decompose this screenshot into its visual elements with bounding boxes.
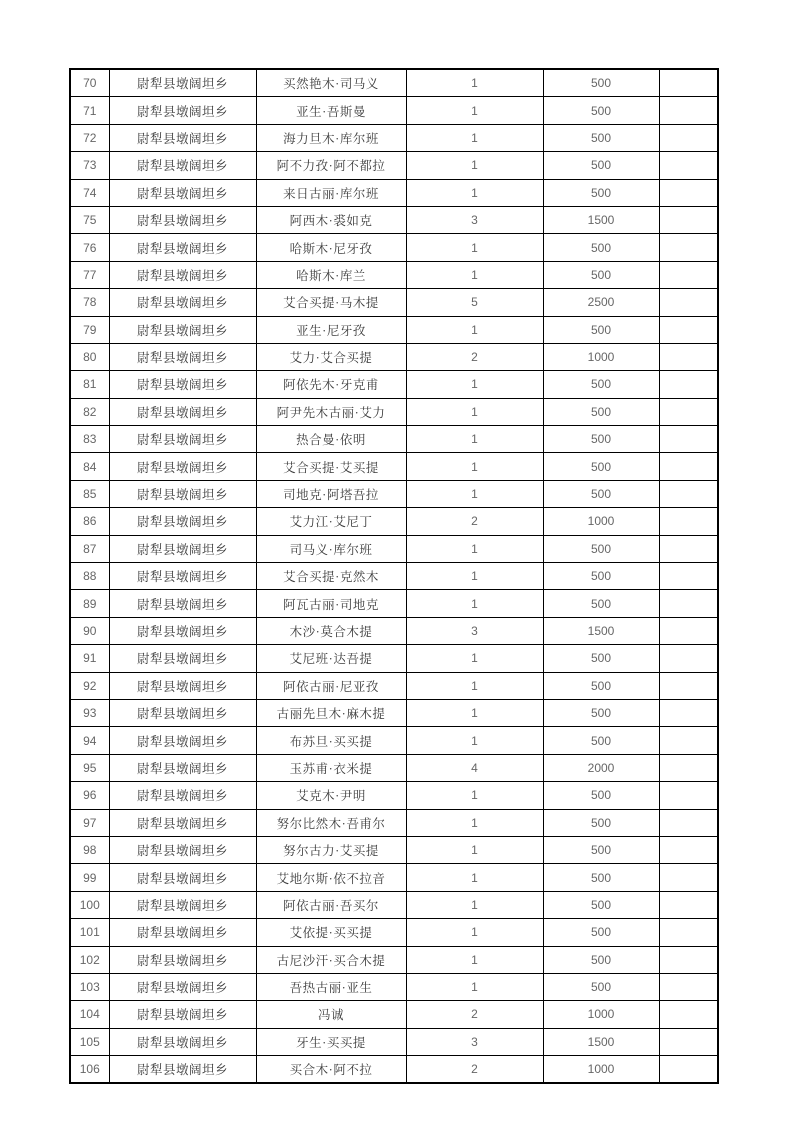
name-cell: 艾依提·买买提 [256, 919, 406, 946]
amount-cell: 500 [543, 398, 659, 425]
amount-cell: 2000 [543, 754, 659, 781]
table-row [70, 480, 718, 507]
quantity-cell: 1 [406, 97, 543, 124]
township-cell: 尉犁县墩阔坦乡 [109, 672, 256, 699]
row-number-cell: 83 [70, 426, 109, 453]
amount-cell: 500 [543, 919, 659, 946]
note-cell [659, 891, 718, 918]
note-cell [659, 699, 718, 726]
table-row [70, 535, 718, 562]
row-number-cell: 91 [70, 645, 109, 672]
table-row [70, 672, 718, 699]
name-cell: 努尔古力·艾买提 [256, 836, 406, 863]
amount-cell: 500 [543, 891, 659, 918]
note-cell [659, 919, 718, 946]
table-row [70, 234, 718, 261]
row-number-cell: 74 [70, 179, 109, 206]
quantity-cell: 3 [406, 206, 543, 233]
quantity-cell: 1 [406, 919, 543, 946]
note-cell [659, 426, 718, 453]
township-cell: 尉犁县墩阔坦乡 [109, 1056, 256, 1084]
township-cell: 尉犁县墩阔坦乡 [109, 699, 256, 726]
note-cell [659, 316, 718, 343]
name-cell: 艾合买提·艾买提 [256, 453, 406, 480]
quantity-cell: 1 [406, 426, 543, 453]
row-number-cell: 89 [70, 590, 109, 617]
amount-cell: 1000 [543, 343, 659, 370]
township-cell: 尉犁县墩阔坦乡 [109, 891, 256, 918]
table-row [70, 124, 718, 151]
quantity-cell: 1 [406, 645, 543, 672]
amount-cell: 500 [543, 480, 659, 507]
amount-cell: 500 [543, 672, 659, 699]
name-cell: 买然艳木·司马义 [256, 69, 406, 97]
table-row [70, 316, 718, 343]
amount-cell: 500 [543, 699, 659, 726]
table-row [70, 508, 718, 535]
note-cell [659, 946, 718, 973]
name-cell: 司马义·库尔班 [256, 535, 406, 562]
row-number-cell: 82 [70, 398, 109, 425]
quantity-cell: 1 [406, 590, 543, 617]
amount-cell: 1000 [543, 508, 659, 535]
row-number-cell: 86 [70, 508, 109, 535]
township-cell: 尉犁县墩阔坦乡 [109, 508, 256, 535]
name-cell: 艾力江·艾尼丁 [256, 508, 406, 535]
amount-cell: 500 [543, 426, 659, 453]
table-row [70, 919, 718, 946]
name-cell: 努尔比然木·吾甫尔 [256, 809, 406, 836]
row-number-cell: 100 [70, 891, 109, 918]
township-cell: 尉犁县墩阔坦乡 [109, 343, 256, 370]
note-cell [659, 672, 718, 699]
amount-cell: 2500 [543, 289, 659, 316]
note-cell [659, 1056, 718, 1084]
name-cell: 古丽先旦木·麻木提 [256, 699, 406, 726]
name-cell: 亚生·吾斯曼 [256, 97, 406, 124]
quantity-cell: 1 [406, 152, 543, 179]
row-number-cell: 95 [70, 754, 109, 781]
amount-cell: 500 [543, 261, 659, 288]
township-cell: 尉犁县墩阔坦乡 [109, 453, 256, 480]
row-number-cell: 76 [70, 234, 109, 261]
name-cell: 阿依先木·牙克甫 [256, 371, 406, 398]
quantity-cell: 1 [406, 124, 543, 151]
table-row [70, 973, 718, 1000]
name-cell: 阿依古丽·吾买尔 [256, 891, 406, 918]
note-cell [659, 508, 718, 535]
quantity-cell: 1 [406, 973, 543, 1000]
note-cell [659, 782, 718, 809]
township-cell: 尉犁县墩阔坦乡 [109, 124, 256, 151]
note-cell [659, 124, 718, 151]
row-number-cell: 94 [70, 727, 109, 754]
quantity-cell: 4 [406, 754, 543, 781]
row-number-cell: 70 [70, 69, 109, 97]
row-number-cell: 71 [70, 97, 109, 124]
quantity-cell: 1 [406, 234, 543, 261]
name-cell: 司地克·阿塔吾拉 [256, 480, 406, 507]
township-cell: 尉犁县墩阔坦乡 [109, 836, 256, 863]
quantity-cell: 3 [406, 1028, 543, 1055]
note-cell [659, 617, 718, 644]
amount-cell: 500 [543, 973, 659, 1000]
table-row [70, 69, 718, 97]
name-cell: 木沙·莫合木提 [256, 617, 406, 644]
quantity-cell: 5 [406, 289, 543, 316]
row-number-cell: 104 [70, 1001, 109, 1028]
quantity-cell: 2 [406, 343, 543, 370]
table-row [70, 563, 718, 590]
quantity-cell: 2 [406, 1056, 543, 1084]
quantity-cell: 1 [406, 316, 543, 343]
name-cell: 古尼沙汗·买合木提 [256, 946, 406, 973]
row-number-cell: 106 [70, 1056, 109, 1084]
row-number-cell: 88 [70, 563, 109, 590]
quantity-cell: 2 [406, 508, 543, 535]
name-cell: 艾尼班·达吾提 [256, 645, 406, 672]
row-number-cell: 79 [70, 316, 109, 343]
note-cell [659, 97, 718, 124]
name-cell: 阿西木·裘如克 [256, 206, 406, 233]
quantity-cell: 1 [406, 261, 543, 288]
note-cell [659, 179, 718, 206]
township-cell: 尉犁县墩阔坦乡 [109, 864, 256, 891]
table-row [70, 261, 718, 288]
note-cell [659, 480, 718, 507]
township-cell: 尉犁县墩阔坦乡 [109, 69, 256, 97]
quantity-cell: 1 [406, 179, 543, 206]
amount-cell: 500 [543, 809, 659, 836]
amount-cell: 500 [543, 69, 659, 97]
amount-cell: 1500 [543, 206, 659, 233]
table-row [70, 891, 718, 918]
row-number-cell: 103 [70, 973, 109, 1000]
table-row [70, 1028, 718, 1055]
row-number-cell: 72 [70, 124, 109, 151]
amount-cell: 500 [543, 782, 659, 809]
name-cell: 买合木·阿不拉 [256, 1056, 406, 1084]
township-cell: 尉犁县墩阔坦乡 [109, 426, 256, 453]
township-cell: 尉犁县墩阔坦乡 [109, 754, 256, 781]
amount-cell: 500 [543, 563, 659, 590]
note-cell [659, 398, 718, 425]
note-cell [659, 289, 718, 316]
note-cell [659, 152, 718, 179]
amount-cell: 500 [543, 535, 659, 562]
name-cell: 艾力·艾合买提 [256, 343, 406, 370]
amount-cell: 500 [543, 371, 659, 398]
township-cell: 尉犁县墩阔坦乡 [109, 398, 256, 425]
table-row [70, 179, 718, 206]
township-cell: 尉犁县墩阔坦乡 [109, 727, 256, 754]
quantity-cell: 1 [406, 480, 543, 507]
note-cell [659, 1028, 718, 1055]
quantity-cell: 1 [406, 836, 543, 863]
township-cell: 尉犁县墩阔坦乡 [109, 97, 256, 124]
table-row [70, 289, 718, 316]
row-number-cell: 101 [70, 919, 109, 946]
township-cell: 尉犁县墩阔坦乡 [109, 946, 256, 973]
note-cell [659, 590, 718, 617]
note-cell [659, 645, 718, 672]
amount-cell: 500 [543, 316, 659, 343]
note-cell [659, 836, 718, 863]
quantity-cell: 1 [406, 563, 543, 590]
name-cell: 来日古丽·库尔班 [256, 179, 406, 206]
township-cell: 尉犁县墩阔坦乡 [109, 316, 256, 343]
table-row [70, 453, 718, 480]
note-cell [659, 453, 718, 480]
township-cell: 尉犁县墩阔坦乡 [109, 480, 256, 507]
township-cell: 尉犁县墩阔坦乡 [109, 289, 256, 316]
amount-cell: 500 [543, 179, 659, 206]
name-cell: 艾克木·尹明 [256, 782, 406, 809]
township-cell: 尉犁县墩阔坦乡 [109, 234, 256, 261]
table-row [70, 343, 718, 370]
name-cell: 哈斯木·尼牙孜 [256, 234, 406, 261]
row-number-cell: 102 [70, 946, 109, 973]
note-cell [659, 809, 718, 836]
name-cell: 吾热古丽·亚生 [256, 973, 406, 1000]
amount-cell: 1500 [543, 1028, 659, 1055]
name-cell: 哈斯木·库兰 [256, 261, 406, 288]
name-cell: 牙生·买买提 [256, 1028, 406, 1055]
quantity-cell: 1 [406, 371, 543, 398]
township-cell: 尉犁县墩阔坦乡 [109, 563, 256, 590]
quantity-cell: 1 [406, 946, 543, 973]
amount-cell: 500 [543, 453, 659, 480]
subsidy-table [69, 68, 719, 1084]
name-cell: 布苏旦·买买提 [256, 727, 406, 754]
name-cell: 热合曼·依明 [256, 426, 406, 453]
row-number-cell: 96 [70, 782, 109, 809]
amount-cell: 500 [543, 590, 659, 617]
township-cell: 尉犁县墩阔坦乡 [109, 645, 256, 672]
name-cell: 艾地尔斯·依不拉音 [256, 864, 406, 891]
note-cell [659, 261, 718, 288]
table-row [70, 398, 718, 425]
quantity-cell: 1 [406, 727, 543, 754]
amount-cell: 500 [543, 152, 659, 179]
township-cell: 尉犁县墩阔坦乡 [109, 1028, 256, 1055]
name-cell: 艾合买提·克然木 [256, 563, 406, 590]
note-cell [659, 69, 718, 97]
quantity-cell: 1 [406, 535, 543, 562]
township-cell: 尉犁县墩阔坦乡 [109, 371, 256, 398]
quantity-cell: 1 [406, 69, 543, 97]
note-cell [659, 535, 718, 562]
row-number-cell: 93 [70, 699, 109, 726]
amount-cell: 500 [543, 234, 659, 261]
name-cell: 艾合买提·马木提 [256, 289, 406, 316]
note-cell [659, 206, 718, 233]
note-cell [659, 727, 718, 754]
note-cell [659, 754, 718, 781]
amount-cell: 500 [543, 645, 659, 672]
township-cell: 尉犁县墩阔坦乡 [109, 973, 256, 1000]
quantity-cell: 1 [406, 891, 543, 918]
quantity-cell: 1 [406, 398, 543, 425]
quantity-cell: 1 [406, 699, 543, 726]
row-number-cell: 87 [70, 535, 109, 562]
note-cell [659, 563, 718, 590]
row-number-cell: 78 [70, 289, 109, 316]
note-cell [659, 343, 718, 370]
township-cell: 尉犁县墩阔坦乡 [109, 617, 256, 644]
amount-cell: 500 [543, 124, 659, 151]
row-number-cell: 73 [70, 152, 109, 179]
note-cell [659, 371, 718, 398]
township-cell: 尉犁县墩阔坦乡 [109, 1001, 256, 1028]
name-cell: 海力旦木·库尔班 [256, 124, 406, 151]
table-row [70, 699, 718, 726]
note-cell [659, 234, 718, 261]
amount-cell: 1000 [543, 1001, 659, 1028]
row-number-cell: 85 [70, 480, 109, 507]
table-row [70, 152, 718, 179]
table-row [70, 727, 718, 754]
table-row [70, 206, 718, 233]
table-row [70, 782, 718, 809]
row-number-cell: 105 [70, 1028, 109, 1055]
table-row [70, 617, 718, 644]
township-cell: 尉犁县墩阔坦乡 [109, 919, 256, 946]
row-number-cell: 80 [70, 343, 109, 370]
table-row [70, 864, 718, 891]
subsidy-table-body [70, 69, 718, 1083]
table-row [70, 946, 718, 973]
amount-cell: 1000 [543, 1056, 659, 1084]
name-cell: 阿瓦古丽·司地克 [256, 590, 406, 617]
amount-cell: 500 [543, 864, 659, 891]
amount-cell: 500 [543, 836, 659, 863]
township-cell: 尉犁县墩阔坦乡 [109, 206, 256, 233]
amount-cell: 500 [543, 946, 659, 973]
name-cell: 冯诚 [256, 1001, 406, 1028]
table-row [70, 1056, 718, 1084]
table-row [70, 426, 718, 453]
row-number-cell: 90 [70, 617, 109, 644]
amount-cell: 500 [543, 727, 659, 754]
township-cell: 尉犁县墩阔坦乡 [109, 809, 256, 836]
table-row [70, 754, 718, 781]
amount-cell: 1500 [543, 617, 659, 644]
table-row [70, 645, 718, 672]
township-cell: 尉犁县墩阔坦乡 [109, 261, 256, 288]
table-row [70, 809, 718, 836]
name-cell: 玉苏甫·衣米提 [256, 754, 406, 781]
note-cell [659, 1001, 718, 1028]
quantity-cell: 3 [406, 617, 543, 644]
township-cell: 尉犁县墩阔坦乡 [109, 535, 256, 562]
row-number-cell: 98 [70, 836, 109, 863]
row-number-cell: 92 [70, 672, 109, 699]
note-cell [659, 864, 718, 891]
row-number-cell: 97 [70, 809, 109, 836]
table-row [70, 1001, 718, 1028]
amount-cell: 500 [543, 97, 659, 124]
quantity-cell: 1 [406, 672, 543, 699]
note-cell [659, 973, 718, 1000]
township-cell: 尉犁县墩阔坦乡 [109, 782, 256, 809]
quantity-cell: 1 [406, 782, 543, 809]
quantity-cell: 2 [406, 1001, 543, 1028]
township-cell: 尉犁县墩阔坦乡 [109, 179, 256, 206]
name-cell: 阿不力孜·阿不都拉 [256, 152, 406, 179]
quantity-cell: 1 [406, 864, 543, 891]
table-row [70, 97, 718, 124]
row-number-cell: 75 [70, 206, 109, 233]
row-number-cell: 84 [70, 453, 109, 480]
table-row [70, 371, 718, 398]
row-number-cell: 77 [70, 261, 109, 288]
name-cell: 阿尹先木古丽·艾力 [256, 398, 406, 425]
row-number-cell: 99 [70, 864, 109, 891]
quantity-cell: 1 [406, 809, 543, 836]
quantity-cell: 1 [406, 453, 543, 480]
table-row [70, 590, 718, 617]
name-cell: 亚生·尼牙孜 [256, 316, 406, 343]
township-cell: 尉犁县墩阔坦乡 [109, 590, 256, 617]
table-row [70, 836, 718, 863]
row-number-cell: 81 [70, 371, 109, 398]
township-cell: 尉犁县墩阔坦乡 [109, 152, 256, 179]
name-cell: 阿依古丽·尼亚孜 [256, 672, 406, 699]
